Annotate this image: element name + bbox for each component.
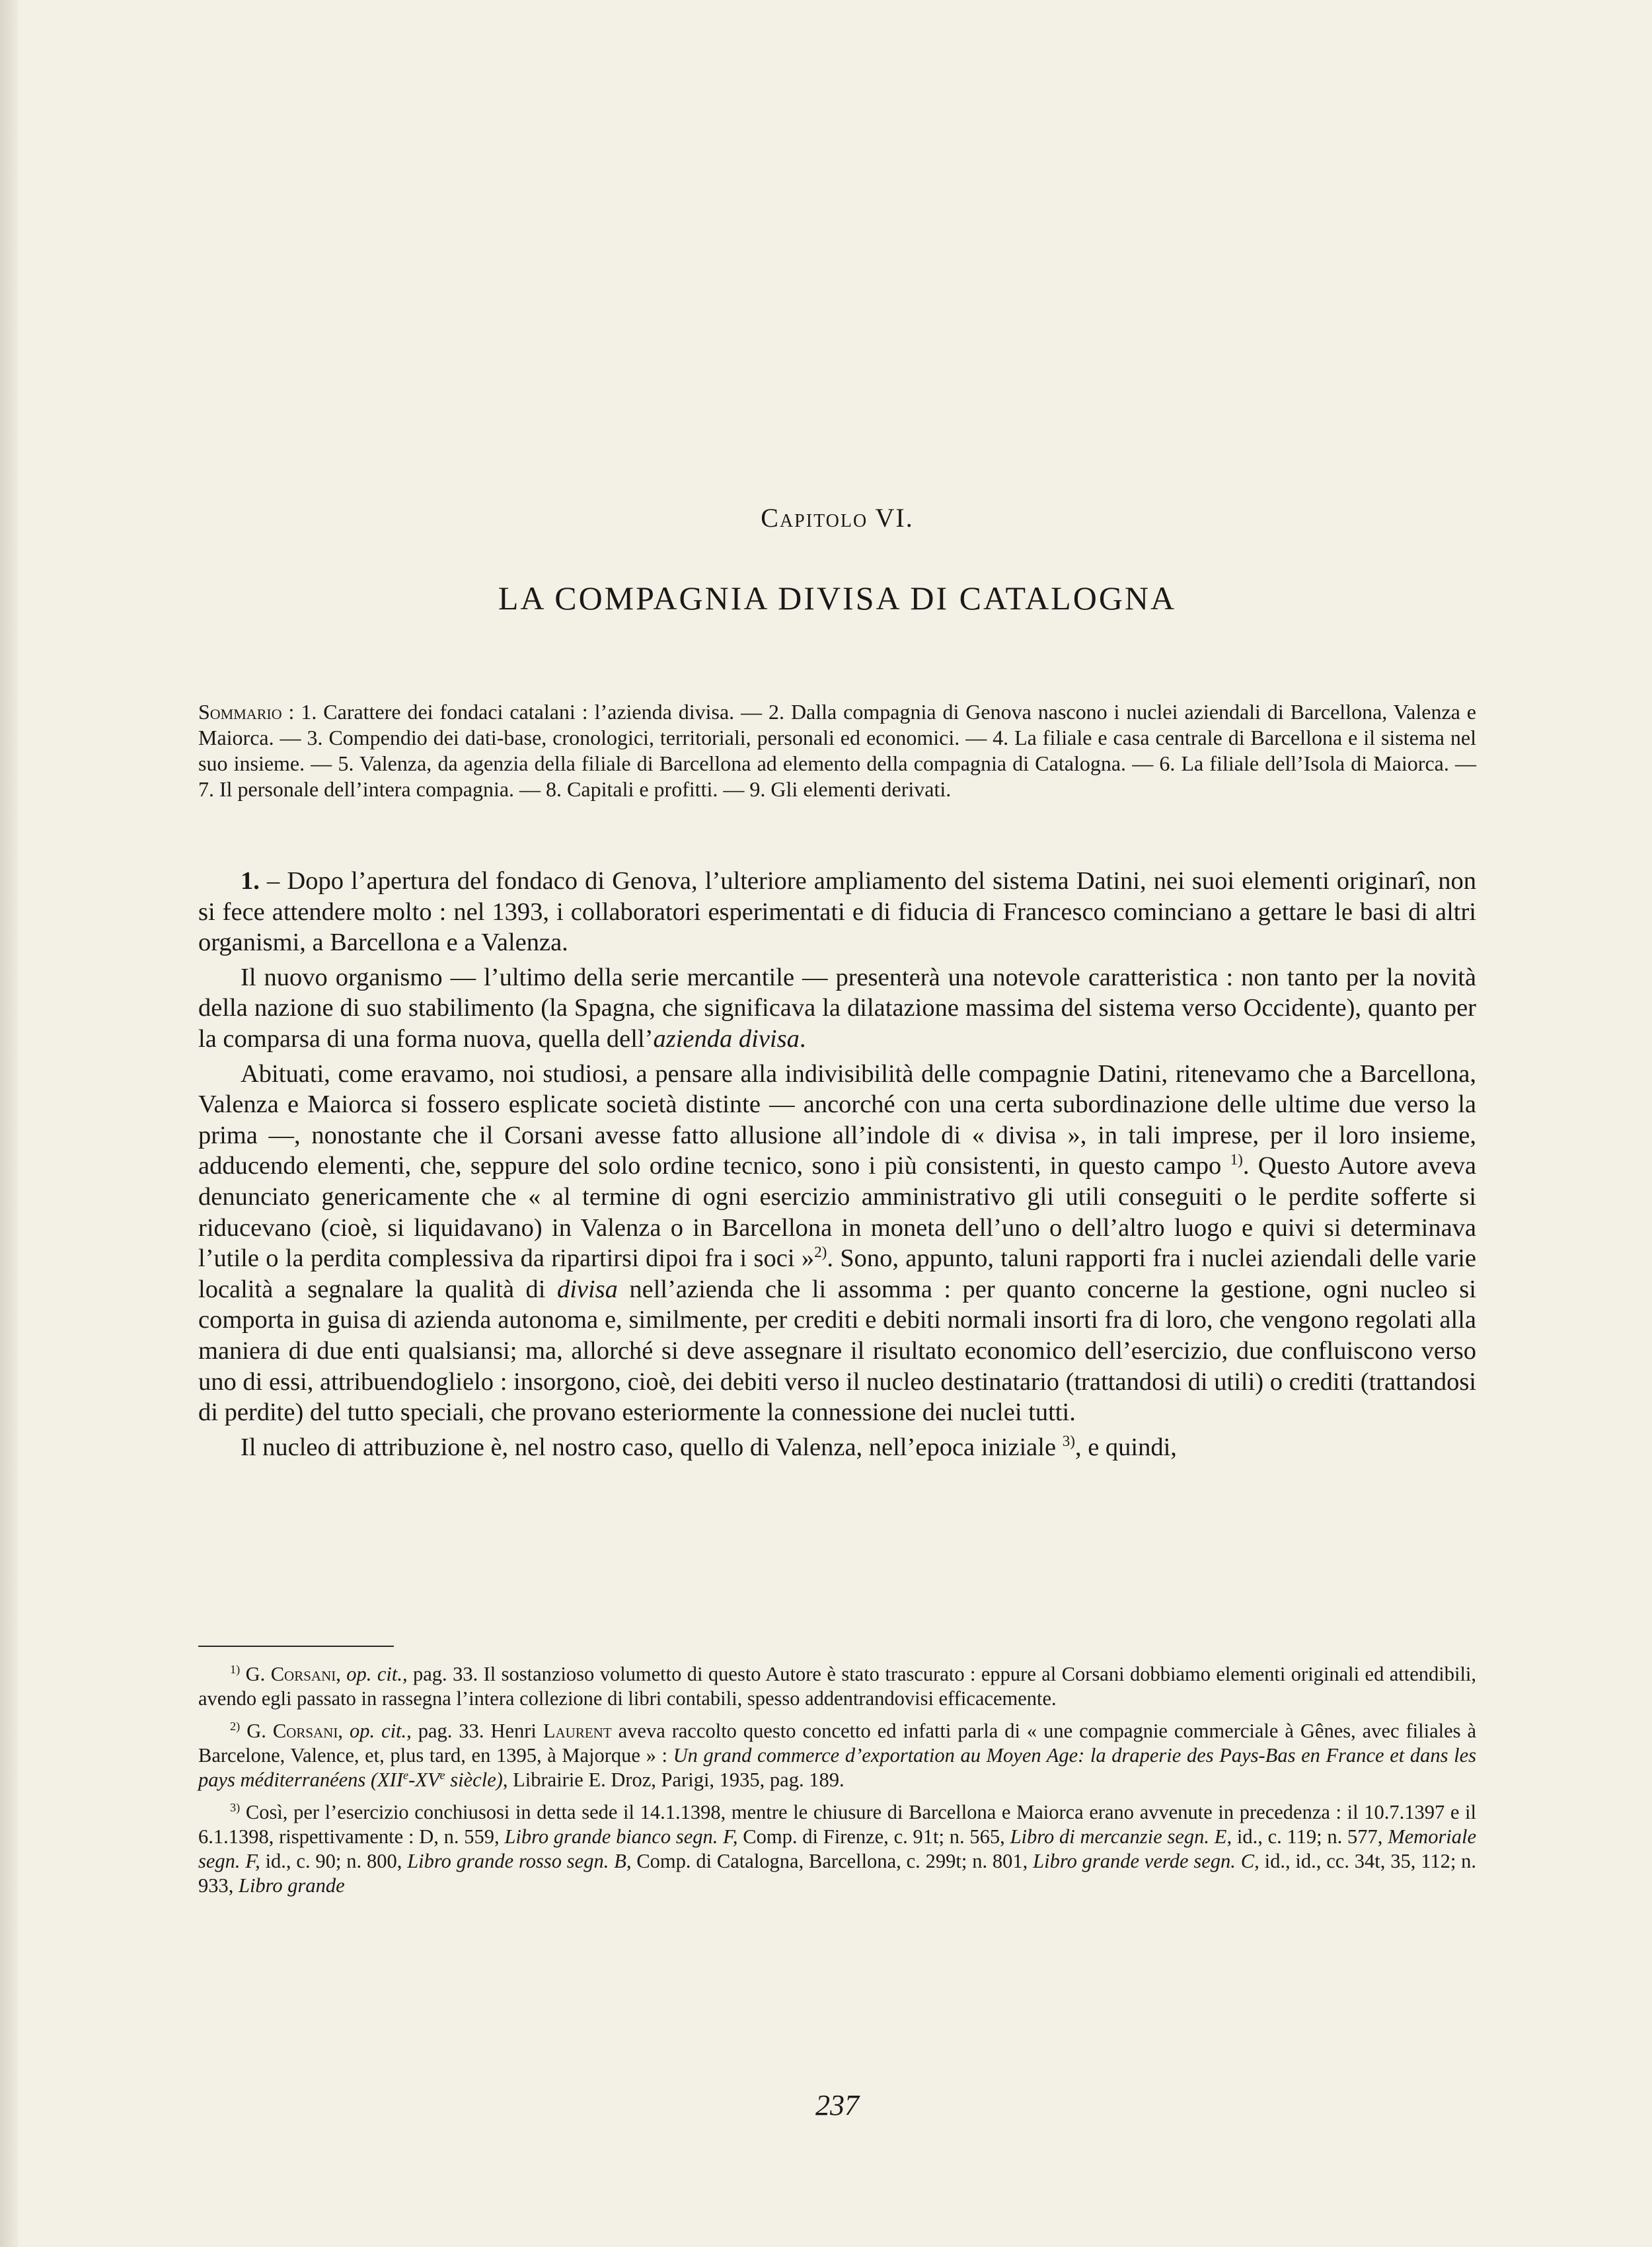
section-number: 1.: [241, 867, 260, 895]
footnote-3-em-3: Memoriale segn. F,: [198, 1825, 1477, 1872]
chapter-label: Capitolo VI.: [761, 503, 914, 533]
footnote-2-sup-a: e: [403, 1768, 409, 1782]
paragraph-2-text-a: Il nuovo organismo — l’ultimo della serie mercantile — presenterà una notevole caratteristica : non tanto per la novità della nazione di suo stabilimento (la Spagna, che significava la dilatazione massima del sistema verso Occidente), quanto per la comparsa di una forma nuova, quella dell’: [198, 963, 1476, 1053]
summary-label: Sommario :: [198, 700, 295, 724]
footnote-1-mark: 1): [230, 1662, 241, 1676]
footnote-2-sup-b: e: [439, 1768, 445, 1782]
paragraph-3-text-b: . Questo Autore aveva denunciato genericamente che « al termine di ogni esercizio amministrativo gli utili conseguiti o le perdite sofferte si riducevano (cioè, si liquidavano) in Valenza o in Barcellona in moneta dell’uno o dell’altro luogo e quivi si determinava l’utile o la perdita complessiva da ripartirsi dipoi fra i soci »: [198, 1152, 1477, 1273]
paragraph-1-text: – Dopo l’apertura del fondaco di Genova, l’ulteriore ampliamento del sistema Datini, nei suoi elementi originarî, non si fece attendere molto : nel 1393, i collaboratori esperimentati e di fiducia di Francesco cominciano a gettare le basi di altri organismi, a Barcellona e a Valenza.: [198, 867, 1476, 957]
footnote-1-citation: op. cit.,: [346, 1663, 408, 1685]
footnote-3-text-f: id., id., cc. 34t, 35, 112; n. 933,: [198, 1850, 1477, 1897]
footnote-ref-2[interactable]: 2): [814, 1243, 827, 1261]
footnote-2-mark: 2): [230, 1719, 241, 1733]
chapter-title: LA COMPAGNIA DIVISA DI CATALOGNA: [498, 580, 1177, 617]
footnote-3-em-1: Libro grande bianco segn. F,: [504, 1825, 738, 1848]
paragraph-2: [198, 962, 1476, 1055]
footnote-3-em-2: Libro di mercanzie segn. E,: [1010, 1825, 1232, 1848]
footnote-2-title-c: siècle): [445, 1769, 503, 1791]
paragraph-3-text-c: . Sono, appunto, taluni rapporti fra i nuclei aziendali delle varie località a segnalare la qualità di: [198, 1244, 1477, 1303]
paragraph-3-emphasis: divisa: [556, 1275, 618, 1303]
footnotes: [198, 1662, 1476, 1906]
paragraph-4-text-b: , e quindi,: [1074, 1433, 1177, 1461]
paragraph-3-text-d: nell’azienda che li assomma : per quanto concerne la gestione, ogni nucleo si comporta in guisa di azienda autonoma e, similmente, per crediti e debiti normali insorti fra di loro, che vengono regolati alla maniera di due enti qualsiansi; ma, allorché si deve assegnare il risultato economico dell’esercizio, due confluiscono verso uno di essi, attribuendoglielo : insorgono, cioè, dei debiti verso il nucleo destinatario (trattandosi di utili) o crediti (trattandosi di perdite) del tutto speciali, che provano esteriormente la connessione dei nuclei tutti.: [198, 1275, 1476, 1427]
page-edge: [0, 0, 19, 2247]
footnote-2-text-b: aveva raccolto questo concetto ed infatti parla di « une compagnie commerciale à Gênes, avec filiales à Barcelone, Valence, et, plus tard, en 1395, à Majorque » :: [198, 1720, 1477, 1767]
footnote-1-author: G. Corsani,: [245, 1663, 341, 1685]
footnote-3-text-c: id., c. 119; n. 577,: [1236, 1825, 1383, 1848]
footnote-1-text: pag. 33. Il sostanzioso volumetto di questo Autore è stato trascurato : eppure al Corsani dobbiamo elementi originali ed attendibili, avendo egli passato in rassegna l’intera collezione di libri contabili, spesso addentrandovisi efficacemente.: [198, 1663, 1477, 1710]
footnote-3-text-e: Comp. di Catalogna, Barcellona, c. 299t; n. 801,: [636, 1850, 1028, 1872]
footnote-3-text-b: Comp. di Firenze, c. 91t; n. 565,: [743, 1825, 1005, 1848]
footnote-1: [198, 1662, 1476, 1711]
footnote-ref-3[interactable]: 3): [1062, 1431, 1075, 1449]
footnote-3-em-4: Libro grande rosso segn. B,: [407, 1850, 632, 1872]
summary-text: 1. Carattere dei fondaci catalani : l’azienda divisa. — 2. Dalla compagnia di Genova nascono i nuclei aziendali di Barcellona, Valenza e Maiorca. — 3. Compendio dei dati-base, cronologici, territoriali, personali ed economici. — 4. La filiale e casa centrale di Barcellona e il sistema nel suo insieme. — 5. Valenza, da agenzia della filiale di Barcellona ad elemento della compagnia di Catalogna. — 6. La filiale dell’Isola di Maiorca. — 7. Il personale dell’intera compagnia. — 8. Capitali e profitti. — 9. Gli elementi derivati.: [198, 700, 1477, 801]
paragraph-1: [198, 866, 1476, 958]
footnote-ref-1[interactable]: 1): [1230, 1151, 1243, 1168]
page-number: 237: [815, 2089, 859, 2121]
footnote-2-author: G. Corsani,: [246, 1720, 343, 1742]
paragraph-4: [198, 1432, 1476, 1463]
footnote-2-text-c: , Librairie E. Droz, Parigi, 1935, pag. 189.: [502, 1769, 845, 1791]
paragraph-3-text-a: Abituati, come eravamo, noi studiosi, a pensare alla indivisibilità delle compagnie Datini, ritenevamo che a Barcellona, Valenza e Maiorca si fossero esplicate società distinte — ancorché con una certa subordinazione delle ultime due verso la prima —, nonostante che il Corsani avesse fatto allusione all’indole di « divisa », in tali imprese, per il loro insieme, adducendo elementi, che, seppure del solo ordine tecnico, sono i più consistenti, in questo campo: [198, 1059, 1476, 1180]
footnote-2-citation: op. cit.,: [349, 1720, 412, 1742]
footnote-3-text-a: Così, per l’esercizio conchiusosi in detta sede il 14.1.1398, mentre le chiusure di Barcellona e Maiorca erano avvenute in precedenza : il 10.7.1397 e il 6.1.1398, rispettivamente : D, n. 559,: [198, 1801, 1476, 1848]
footnote-2-title-a: Un grand commerce d’exportation au Moyen Age: la draperie des Pays-Bas en France et dans les pays méditerranéens (XII: [198, 1744, 1476, 1791]
chapter-summary: [198, 699, 1476, 802]
document-page: [198, 0, 1476, 2247]
footnote-2-laurent: Laurent: [543, 1720, 612, 1742]
footnote-3-em-5: Libro grande verde segn. C,: [1033, 1850, 1259, 1872]
footnote-3-em-6: Libro grande: [239, 1874, 345, 1897]
footnote-2-text-a: pag. 33. Henri: [418, 1720, 537, 1742]
footnote-2-title-b: -XV: [408, 1769, 440, 1791]
footnote-2: [198, 1719, 1476, 1792]
body-text: [198, 866, 1476, 1466]
paragraph-2-text-b: .: [799, 1024, 806, 1053]
paragraph-4-text-a: Il nucleo di attribuzione è, nel nostro caso, quello di Valenza, nell’epoca iniziale: [241, 1433, 1057, 1461]
footnote-3-text-d: id., c. 90; n. 800,: [265, 1850, 402, 1872]
footnote-3-mark: 3): [230, 1800, 241, 1814]
paragraph-3: [198, 1059, 1476, 1428]
paragraph-2-emphasis: azienda divisa: [653, 1024, 800, 1053]
footnote-3: [198, 1800, 1476, 1898]
footnote-rule: [198, 1646, 394, 1647]
